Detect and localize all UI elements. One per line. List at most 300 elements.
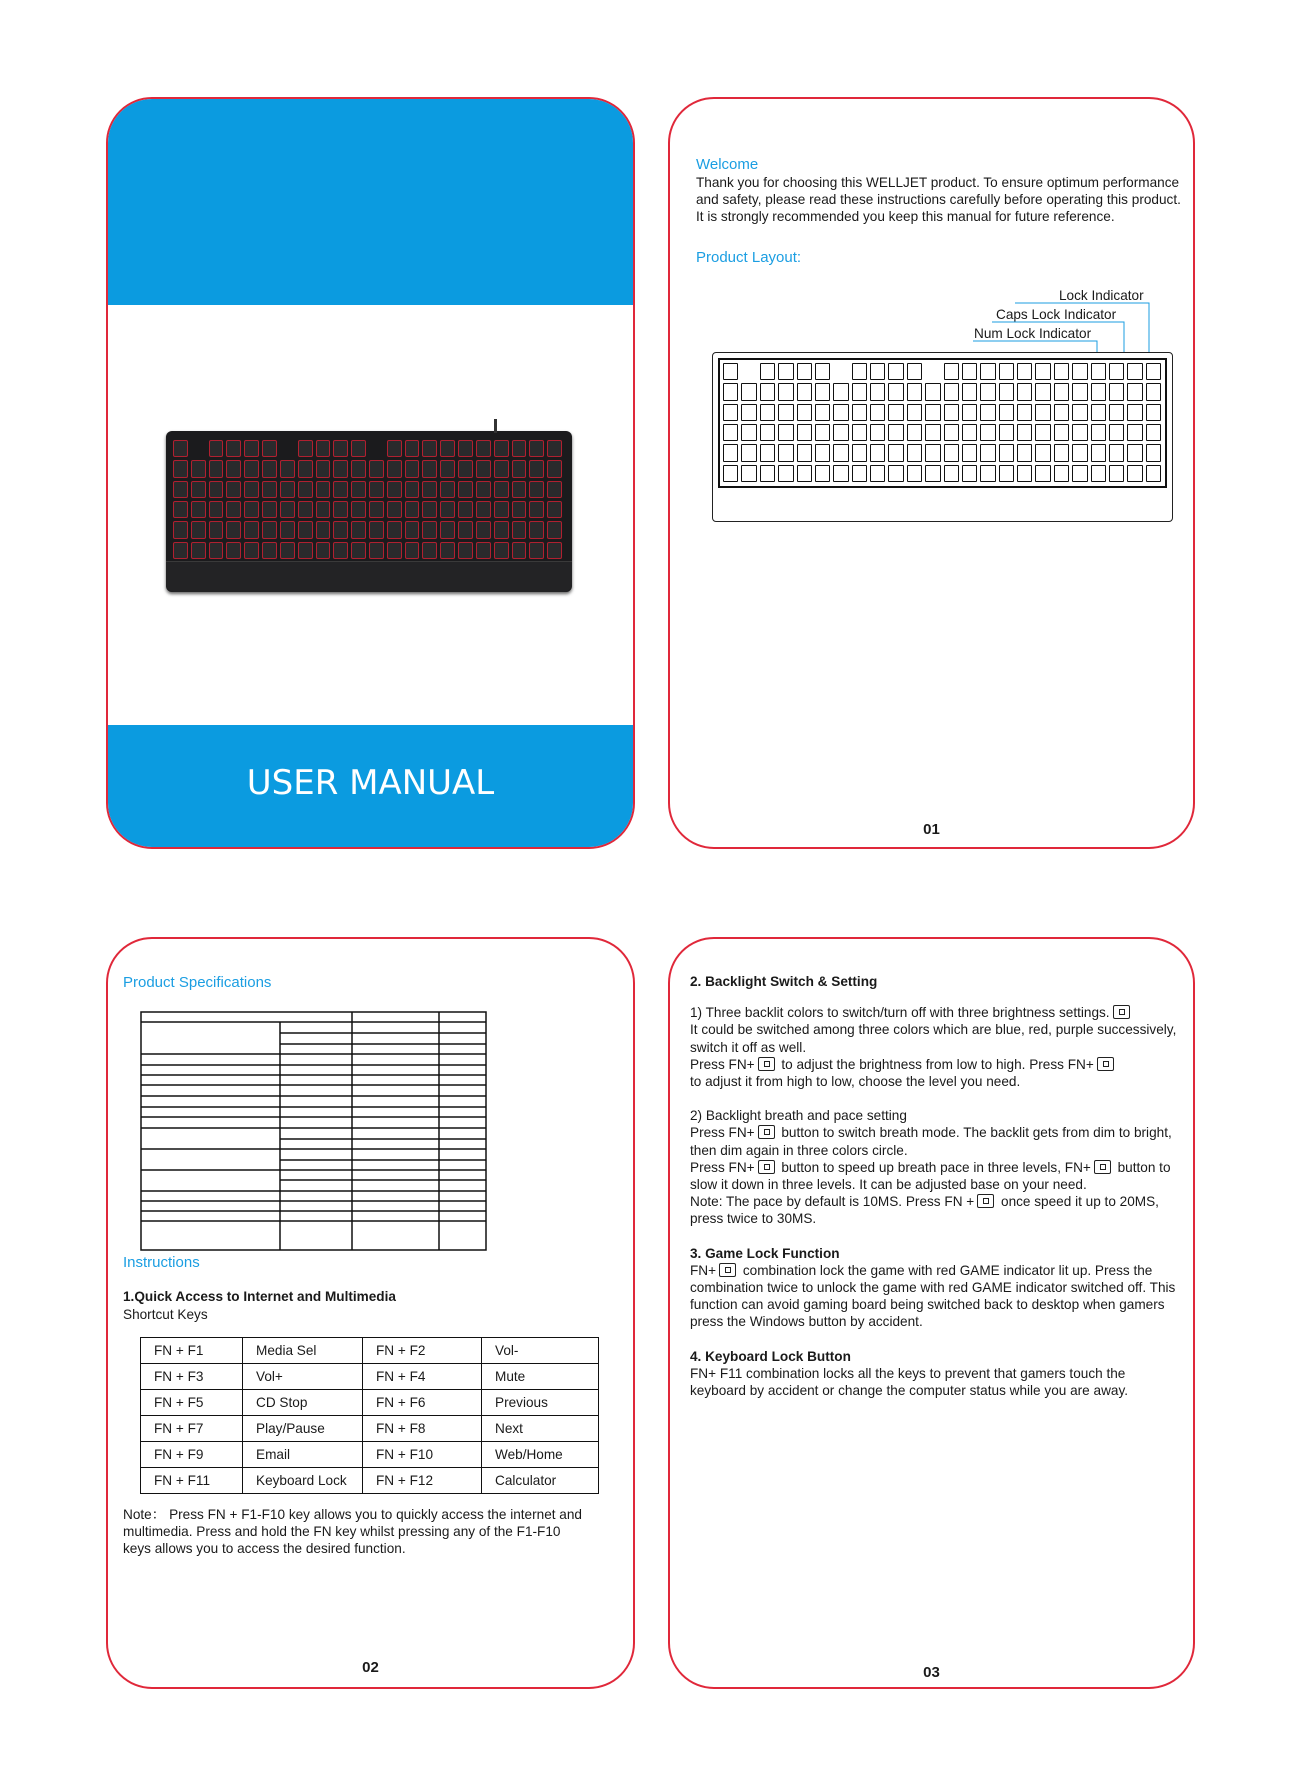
welcome-heading: Welcome xyxy=(696,156,759,173)
key xyxy=(316,521,331,538)
keyboard-lock-text: FN+ F11 combination locks all the keys to prevent that gamers touch the keyboard by accident or change the computer status while you are away. xyxy=(690,1365,1129,1399)
key xyxy=(244,460,259,477)
key xyxy=(870,424,885,441)
key xyxy=(723,465,738,482)
key xyxy=(369,501,384,518)
table-cell: Vol+ xyxy=(243,1364,363,1390)
table-cell: FN + F8 xyxy=(363,1416,482,1442)
key xyxy=(1035,383,1050,400)
key xyxy=(422,440,437,457)
key xyxy=(723,404,738,421)
key xyxy=(1109,424,1124,441)
page-01 xyxy=(668,97,1195,849)
key xyxy=(999,383,1014,400)
key xyxy=(925,424,940,441)
key xyxy=(476,440,491,457)
key xyxy=(944,444,959,461)
key xyxy=(870,444,885,461)
key xyxy=(209,542,224,559)
key xyxy=(209,440,224,457)
key xyxy=(833,383,848,400)
key xyxy=(741,404,756,421)
key xyxy=(494,440,509,457)
key xyxy=(405,440,420,457)
key xyxy=(852,383,867,400)
key xyxy=(547,481,562,498)
key xyxy=(512,501,527,518)
key xyxy=(1054,424,1069,441)
key xyxy=(369,460,384,477)
key xyxy=(387,542,402,559)
key xyxy=(1109,465,1124,482)
key xyxy=(226,481,241,498)
page-03 xyxy=(668,937,1195,1689)
num-lock-indicator-label: Num Lock Indicator xyxy=(974,326,1092,341)
key xyxy=(280,481,295,498)
key xyxy=(1054,404,1069,421)
key xyxy=(1127,383,1142,400)
key xyxy=(980,363,995,380)
key xyxy=(351,542,366,559)
key xyxy=(262,521,277,538)
section1-subtitle: Shortcut Keys xyxy=(123,1307,208,1322)
section2-title: 2. Backlight Switch & Setting xyxy=(690,974,878,989)
key xyxy=(494,460,509,477)
backlight-paragraph-1: 1) Three backlit colors to switch/turn off with three brightness settings. It could be switched among three colors which are blue, red, purple successively, switch it off as well. Press FN+ to adjust the brightness from low to high. Press FN+ to adjust it from high to low, choose the level you need. xyxy=(690,1005,1177,1090)
key xyxy=(1035,465,1050,482)
table-cell: Previous xyxy=(482,1390,599,1416)
key xyxy=(262,542,277,559)
key xyxy=(833,404,848,421)
key xyxy=(440,521,455,538)
key xyxy=(1146,465,1161,482)
key xyxy=(1054,383,1069,400)
key xyxy=(1035,444,1050,461)
key xyxy=(1091,424,1106,441)
key xyxy=(1127,465,1142,482)
key xyxy=(316,460,331,477)
key xyxy=(962,383,977,400)
key xyxy=(351,501,366,518)
key xyxy=(226,521,241,538)
key xyxy=(494,501,509,518)
key xyxy=(316,440,331,457)
table-cell: FN + F4 xyxy=(363,1364,482,1390)
table-cell: Media Sel xyxy=(243,1338,363,1364)
table-cell: FN + F3 xyxy=(141,1364,243,1390)
table-cell: Play/Pause xyxy=(243,1416,363,1442)
key xyxy=(778,383,793,400)
key xyxy=(778,404,793,421)
key xyxy=(405,521,420,538)
key xyxy=(907,383,922,400)
key xyxy=(852,404,867,421)
key xyxy=(476,481,491,498)
key xyxy=(387,501,402,518)
section4-title: 4. Keyboard Lock Button xyxy=(690,1348,851,1364)
key xyxy=(760,363,775,380)
key xyxy=(476,501,491,518)
key xyxy=(387,440,402,457)
key xyxy=(440,440,455,457)
key xyxy=(369,542,384,559)
key xyxy=(529,521,544,538)
key xyxy=(191,542,206,559)
key xyxy=(925,404,940,421)
key xyxy=(458,460,473,477)
key xyxy=(1072,465,1087,482)
speed-up-key-icon xyxy=(758,1160,775,1174)
key xyxy=(458,501,473,518)
spec-table xyxy=(108,939,635,1269)
key xyxy=(191,481,206,498)
lock-indicator-label: Lock Indicator xyxy=(1059,288,1144,303)
key xyxy=(244,542,259,559)
key xyxy=(907,444,922,461)
brightness-up-key-icon xyxy=(758,1057,775,1071)
key xyxy=(870,383,885,400)
key xyxy=(512,460,527,477)
key xyxy=(547,440,562,457)
key xyxy=(512,440,527,457)
key xyxy=(815,444,830,461)
key xyxy=(760,424,775,441)
key xyxy=(1146,444,1161,461)
key xyxy=(422,542,437,559)
key xyxy=(458,521,473,538)
key xyxy=(440,460,455,477)
table-cell: Calculator xyxy=(482,1468,599,1494)
key xyxy=(422,481,437,498)
key xyxy=(962,444,977,461)
key xyxy=(925,444,940,461)
table-cell: FN + F1 xyxy=(141,1338,243,1364)
key xyxy=(1091,363,1106,380)
key xyxy=(476,542,491,559)
key xyxy=(999,465,1014,482)
page-number: 02 xyxy=(362,1659,379,1676)
key xyxy=(888,404,903,421)
key xyxy=(870,404,885,421)
key xyxy=(888,363,903,380)
page-02 xyxy=(106,937,635,1689)
key xyxy=(298,521,313,538)
key xyxy=(741,383,756,400)
page03-content xyxy=(690,973,1180,1399)
table-cell: FN + F11 xyxy=(141,1468,243,1494)
key xyxy=(209,501,224,518)
key xyxy=(741,444,756,461)
key xyxy=(944,363,959,380)
keyboard-photo xyxy=(164,431,574,592)
key xyxy=(944,424,959,441)
key xyxy=(529,481,544,498)
key xyxy=(316,501,331,518)
brightness-down-key-icon xyxy=(1097,1057,1114,1071)
key xyxy=(1109,444,1124,461)
table-cell: FN + F9 xyxy=(141,1442,243,1468)
key xyxy=(440,481,455,498)
cover-header-band xyxy=(108,99,633,305)
key xyxy=(723,363,738,380)
key xyxy=(1017,383,1032,400)
table-row xyxy=(141,1364,599,1390)
game-lock-text: FN+ combination lock the game with red GAME indicator lit up. Press the combination twice to unlock the game with red GAME indicator switched off. This function can avoid gaming board being switched back to desktop when gamers press the Windows button by accident. xyxy=(690,1262,1176,1330)
key xyxy=(1146,383,1161,400)
page-number: 03 xyxy=(923,1664,940,1681)
key xyxy=(760,465,775,482)
key xyxy=(907,363,922,380)
key xyxy=(741,465,756,482)
key xyxy=(405,542,420,559)
key xyxy=(723,383,738,400)
key xyxy=(1054,444,1069,461)
key xyxy=(529,542,544,559)
key xyxy=(980,424,995,441)
key xyxy=(405,460,420,477)
key xyxy=(723,424,738,441)
key xyxy=(458,542,473,559)
key xyxy=(387,481,402,498)
key xyxy=(440,542,455,559)
slow-down-key-icon xyxy=(1094,1160,1111,1174)
key xyxy=(244,440,259,457)
key xyxy=(1017,444,1032,461)
key xyxy=(226,501,241,518)
key xyxy=(226,460,241,477)
key xyxy=(1017,404,1032,421)
breath-key-icon xyxy=(758,1125,775,1139)
key xyxy=(1127,363,1142,380)
key xyxy=(852,424,867,441)
key xyxy=(422,460,437,477)
key xyxy=(999,424,1014,441)
key xyxy=(209,481,224,498)
key xyxy=(888,465,903,482)
key xyxy=(1146,363,1161,380)
table-row xyxy=(141,1390,599,1416)
table-cell: FN + F6 xyxy=(363,1390,482,1416)
key xyxy=(512,481,527,498)
key xyxy=(1035,363,1050,380)
key xyxy=(333,481,348,498)
key xyxy=(529,501,544,518)
key xyxy=(369,521,384,538)
key xyxy=(333,542,348,559)
key xyxy=(316,542,331,559)
spec-heading: Product Specifications xyxy=(123,974,272,991)
key xyxy=(440,501,455,518)
key xyxy=(405,501,420,518)
key xyxy=(226,542,241,559)
key xyxy=(962,424,977,441)
key xyxy=(944,383,959,400)
key xyxy=(1146,404,1161,421)
table-cell: FN + F7 xyxy=(141,1416,243,1442)
welcome-text: Thank you for choosing this WELLJET product. To ensure optimum performance and safety, please read these instructions carefully before operating this product. It is strongly recommended you keep this manual for future reference. xyxy=(696,175,1181,225)
key xyxy=(815,465,830,482)
speed-key-icon xyxy=(977,1194,994,1208)
page-number: 01 xyxy=(923,821,940,838)
key xyxy=(1091,383,1106,400)
key xyxy=(1109,383,1124,400)
table-cell: CD Stop xyxy=(243,1390,363,1416)
key xyxy=(298,460,313,477)
key xyxy=(244,501,259,518)
table-cell: FN + F10 xyxy=(363,1442,482,1468)
key xyxy=(888,424,903,441)
key xyxy=(191,460,206,477)
key xyxy=(298,501,313,518)
key xyxy=(1127,424,1142,441)
shortcut-table xyxy=(140,1337,599,1494)
instructions-heading: Instructions xyxy=(123,1254,200,1271)
key xyxy=(262,440,277,457)
key xyxy=(1017,363,1032,380)
key xyxy=(209,521,224,538)
key xyxy=(529,440,544,457)
key xyxy=(1127,404,1142,421)
key xyxy=(815,363,830,380)
key xyxy=(1091,465,1106,482)
key xyxy=(797,383,812,400)
key xyxy=(852,444,867,461)
key xyxy=(907,465,922,482)
section1-title: 1.Quick Access to Internet and Multimedia xyxy=(123,1289,396,1304)
key xyxy=(494,542,509,559)
key xyxy=(173,521,188,538)
key xyxy=(226,440,241,457)
key xyxy=(723,444,738,461)
key xyxy=(1146,424,1161,441)
key xyxy=(351,440,366,457)
key xyxy=(280,501,295,518)
key xyxy=(262,481,277,498)
key xyxy=(1091,444,1106,461)
key xyxy=(815,404,830,421)
key xyxy=(494,521,509,538)
key xyxy=(244,481,259,498)
key xyxy=(797,363,812,380)
key xyxy=(387,521,402,538)
key xyxy=(760,383,775,400)
table-cell: Keyboard Lock xyxy=(243,1468,363,1494)
key xyxy=(333,521,348,538)
key xyxy=(999,363,1014,380)
table-row xyxy=(141,1442,599,1468)
table-row xyxy=(141,1416,599,1442)
key xyxy=(852,363,867,380)
key xyxy=(944,404,959,421)
key xyxy=(833,465,848,482)
table-row xyxy=(141,1338,599,1364)
key xyxy=(1017,424,1032,441)
key xyxy=(547,460,562,477)
key xyxy=(962,404,977,421)
key xyxy=(512,542,527,559)
key xyxy=(833,424,848,441)
key xyxy=(778,444,793,461)
key xyxy=(351,521,366,538)
layout-heading: Product Layout: xyxy=(696,249,802,266)
key xyxy=(512,521,527,538)
key xyxy=(925,383,940,400)
key xyxy=(925,465,940,482)
key xyxy=(280,521,295,538)
key xyxy=(1109,404,1124,421)
key xyxy=(369,481,384,498)
key xyxy=(494,481,509,498)
backlight-paragraph-2: 2) Backlight breath and pace setting Press FN+ button to switch breath mode. The backlit gets from dim to bright, then dim again in three colors circle. Press FN+ button to speed up breath pace in three levels, FN+ button to slow it down in three levels. It can be adjusted base on your need. Note: The pace by default is 10MS. Press FN + once speed it up to 20MS, press twice to 30MS. xyxy=(690,1108,1172,1227)
key xyxy=(173,481,188,498)
key xyxy=(298,440,313,457)
key xyxy=(333,460,348,477)
key xyxy=(944,465,959,482)
key xyxy=(778,465,793,482)
table-cell: Next xyxy=(482,1416,599,1442)
key xyxy=(741,424,756,441)
key xyxy=(173,460,188,477)
table-cell: FN + F5 xyxy=(141,1390,243,1416)
key xyxy=(1072,363,1087,380)
shortcut-note: Note： Press FN + F1-F10 key allows you to quickly access the internet and multimedia. Press and hold the FN key whilst pressing any of the F1-F10 keys allows you to access the desired function. xyxy=(123,1507,582,1557)
key xyxy=(999,444,1014,461)
key xyxy=(1072,383,1087,400)
backlight-key-icon xyxy=(1113,1005,1130,1019)
key xyxy=(888,444,903,461)
key xyxy=(833,444,848,461)
key xyxy=(333,440,348,457)
table-cell: Mute xyxy=(482,1364,599,1390)
cover-title: USER MANUAL xyxy=(246,763,495,803)
key xyxy=(980,383,995,400)
key xyxy=(1035,404,1050,421)
keyboard-layout-diagram xyxy=(712,352,1173,522)
key xyxy=(778,424,793,441)
key xyxy=(1072,404,1087,421)
key xyxy=(870,363,885,380)
table-cell: FN + F2 xyxy=(363,1338,482,1364)
key xyxy=(1035,424,1050,441)
key xyxy=(476,460,491,477)
key xyxy=(422,521,437,538)
section3-title: 3. Game Lock Function xyxy=(690,1245,840,1261)
key xyxy=(797,424,812,441)
key xyxy=(1091,404,1106,421)
key xyxy=(191,521,206,538)
key xyxy=(262,460,277,477)
key xyxy=(458,481,473,498)
key xyxy=(1072,424,1087,441)
key xyxy=(191,501,206,518)
key xyxy=(815,424,830,441)
key xyxy=(1017,465,1032,482)
table-cell: Web/Home xyxy=(482,1442,599,1468)
key xyxy=(351,460,366,477)
key xyxy=(280,460,295,477)
key xyxy=(422,501,437,518)
key xyxy=(760,404,775,421)
key xyxy=(1054,465,1069,482)
table-cell: Vol- xyxy=(482,1338,599,1364)
caps-lock-indicator-label: Caps Lock Indicator xyxy=(996,307,1117,322)
key xyxy=(980,444,995,461)
key xyxy=(852,465,867,482)
key xyxy=(999,404,1014,421)
key xyxy=(1127,444,1142,461)
key xyxy=(298,542,313,559)
key xyxy=(209,460,224,477)
